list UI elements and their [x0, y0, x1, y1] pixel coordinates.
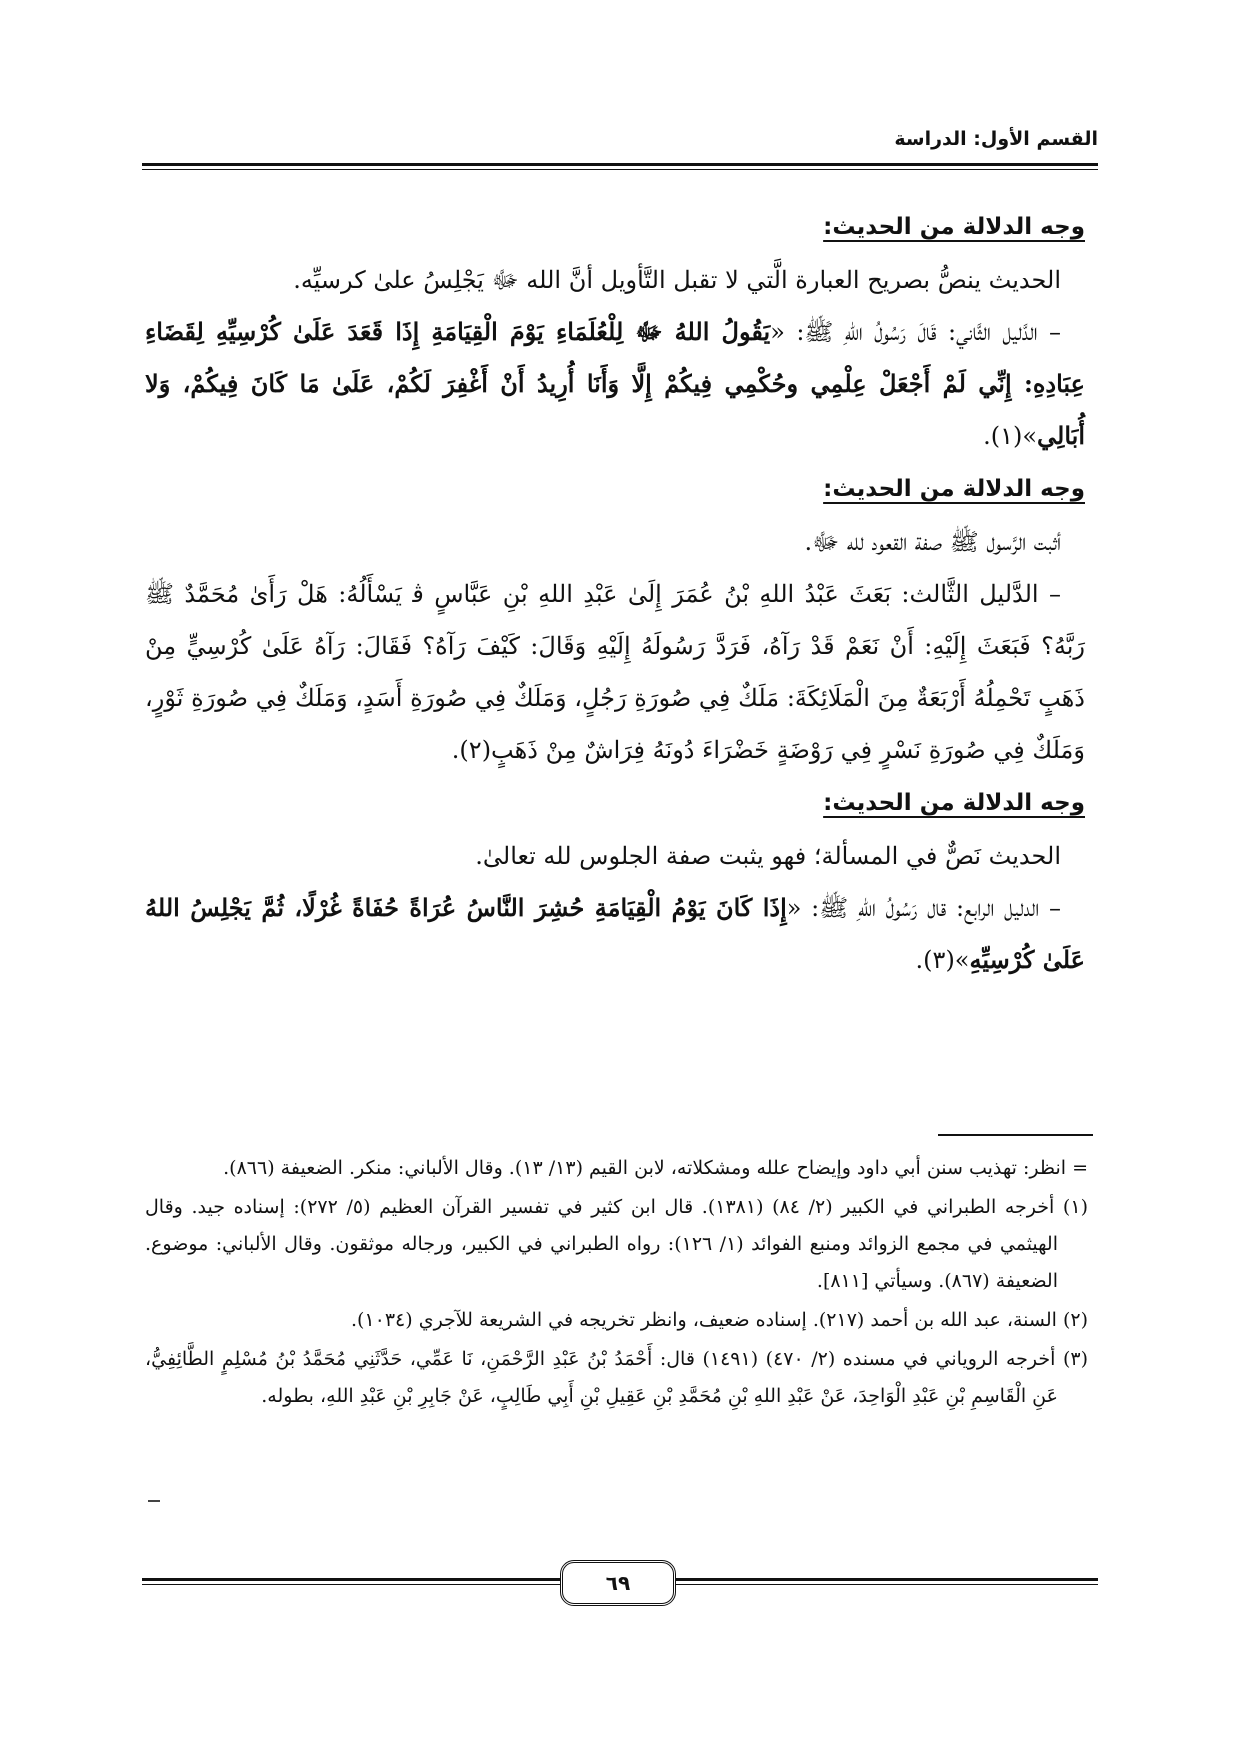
paragraph: أثبت الرَّسول ﷺ صفة القعود لله ﷻ. [804, 528, 1061, 556]
hadith-text: إِذَا كَانَ يَوْمُ الْقِيَامَةِ حُشِرَ النَّاسُ عُرَاةً حُفَاةً غُرْلًا، ثُمَّ يَجْلِسُ اللهُ عَلَىٰ كُرْسِيِّهِ [145, 893, 1085, 974]
paragraph-evidence-3: – الدَّليل الثَّالث: بَعَثَ عَبْدُ اللهِ بْنُ عُمَرَ إِلَىٰ عَبْدِ اللهِ بْنِ عَبَّاسٍ ﭬ يَسْأَلُهُ: هَلْ رَأَىٰ مُحَمَّدٌ ﷺ رَبَّهُ؟ فَبَعَثَ إِلَيْهِ: أَنْ نَعَمْ قَدْ رَآهُ، فَرَدَّ رَسُولَهُ إِلَيْهِ وَقَالَ: كَيْفَ رَآهُ؟ فَقَالَ: رَآهُ عَلَىٰ كُرْسِيٍّ مِنْ ذَهَبٍ تَحْمِلُهُ أَرْبَعَةٌ مِنَ الْمَلَائِكَةَ: مَلَكٌ فِي صُورَةِ رَجُلٍ، وَمَلَكٌ فِي صُورَةِ أَسَدٍ، وَمَلَكٌ فِي صُورَةِ ثَوْرٍ، وَمَلَكٌ فِي صُورَةِ نَسْرٍ فِي رَوْضَةٍ خَضْرَاءَ دُونَهُ فِرَاشٌ مِنْ ذَهَبٍ(٢). [145, 580, 1085, 764]
hadith-text: يَقُولُ اللهُ ﷻ لِلْعُلَمَاءِ يَوْمَ الْقِيَامَةِ إِذَا قَعَدَ عَلَىٰ كُرْسِيِّهِ لِقَضَاءِ عِبَادِهِ: إِنِّي لَمْ أَجْعَلْ عِلْمِي وحُكْمِي فِيكُمْ إِلَّا وَأَنَا أُرِيدُ أَنْ أَغْفِرَ لَكُمْ، عَلَىٰ مَا كَانَ فِيكُمْ، وَلا أُبَالِي [145, 317, 1085, 450]
header-rule-thin [142, 169, 1098, 170]
main-text [145, 200, 1085, 986]
page-number: ٦٩ [560, 1560, 676, 1606]
footnotes [145, 1150, 1088, 1417]
paragraph-evidence-2 [145, 306, 1085, 462]
footnote: (١) أخرجه الطبراني في الكبير (٢/ ٨٤) (١٣٨١). قال ابن كثير في تفسير القرآن العظيم (٥/ ٢٧٢): إسناده جيد. وقال الهيثمي في مجمع الزوائد ومنبع الفوائد (١/ ١٢٦): رواه الطبراني في الكبير، ورجاله موثقون. وقال الألباني: موضوع. الضعيفة (٨٦٧). وسيأتي [٨١١]. [145, 1196, 1088, 1292]
evidence-intro: – الدَّليل الثَّاني: قَالَ رَسُولُ اللهِ ﷺ: « [770, 318, 1061, 346]
running-title: القسم الأول: الدراسة [894, 128, 1098, 150]
header-rule-thick [142, 163, 1098, 166]
footnote: = انظر: تهذيب سنن أبي داود وإيضاح علله ومشكلاته، لابن القيم (١٣/ ١٣). وقال الألباني: منكر. الضعيفة (٨٦٦). [223, 1157, 1088, 1179]
footnote-ref: »(١). [983, 422, 1038, 450]
footnote: (٣) أخرجه الروياني في مسنده (٢/ ٤٧٠) (١٤٩١) قال: أَحْمَدُ بْنُ عَبْدِ الرَّحْمَنِ، نَا عَمِّي، حَدَّثَنِي مُحَمَّدُ بْنُ مُسْلِمٍ الطَّائِفِيُّ، عَنِ الْقَاسِمِ بْنِ عَبْدِ الْوَاحِدَ، عَنْ عَبْدِ اللهِ بْنِ مُحَمَّدِ بْنِ عَقِيلِ بْنِ أَبِي طَالِبٍ، عَنْ جَابِرِ بْنِ عَبْدِ اللهِ، بطوله. [145, 1348, 1088, 1407]
section-heading: وجه الدلالة من الحديث: [823, 214, 1085, 240]
footnote: (٢) السنة، عبد الله بن أحمد (٢١٧). إسناده ضعيف، وانظر تخريجه في الشريعة للآجري (١٠٣٤). [350, 1309, 1088, 1331]
section-heading: وجه الدلالة من الحديث: [823, 790, 1085, 816]
evidence-intro: – الدليل الرابع: قال رَسُولُ اللهِ ﷺ: « [786, 894, 1062, 922]
footnote-ref: »(٣). [915, 946, 970, 974]
footnote-separator [938, 1134, 1093, 1136]
paragraph: الحديث نَصٌّ في المسألة؛ فهو يثبت صفة الجلوس لله تعالىٰ. [475, 842, 1061, 870]
paragraph-evidence-4 [145, 882, 1085, 986]
paragraph: الحديث ينصُّ بصريح العبارة الَّتي لا تقبل التَّأويل أنَّ الله ﷻ يَجْلِسُ علىٰ كرسيِّه. [293, 266, 1061, 294]
section-heading: وجه الدلالة من الحديث: [823, 476, 1085, 502]
continuation-mark [148, 1500, 160, 1502]
